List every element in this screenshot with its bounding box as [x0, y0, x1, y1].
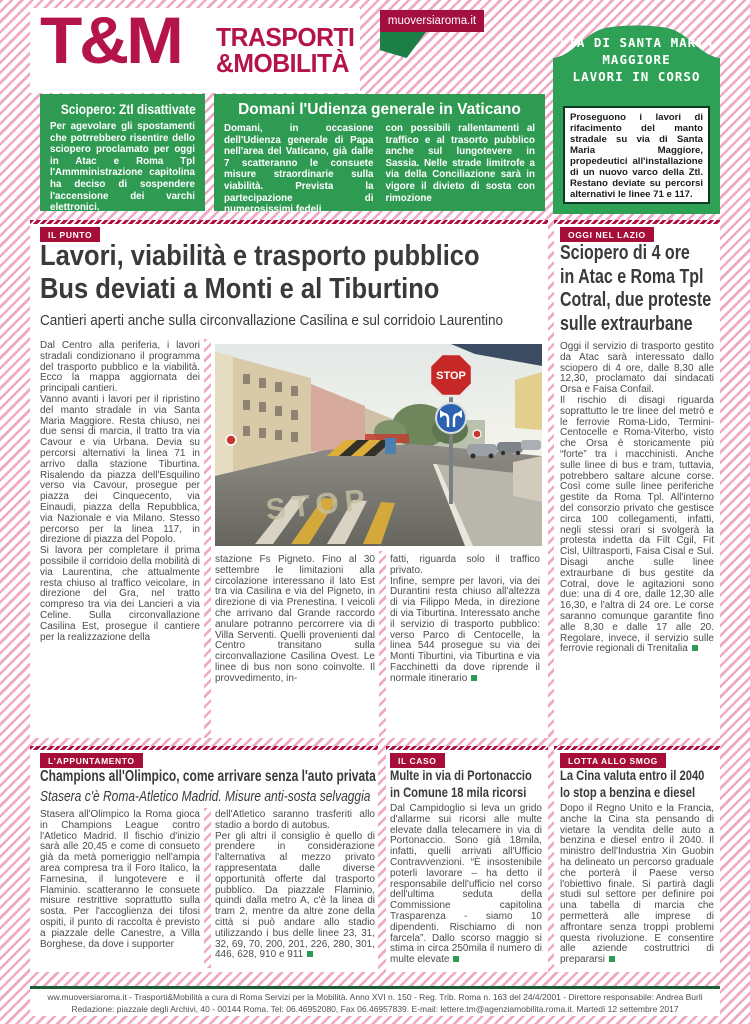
main-headline-line2: Bus deviati a Monti e al Tiburtino [40, 273, 440, 305]
section-label-appuntamento: L'APPUNTAMENTO [40, 753, 143, 768]
footer-line1: ww.muoversiaroma.it - Trasporti&Mobilità a cura di Roma Servizi per la Mobilità. Anno XVI n. 150 - Reg. Trib. Roma n. 163 del 24/4/2001 - Direttore responsabile: Andrea Burli [47, 992, 703, 1002]
lazio-headline-line1: Sciopero di 4 ore [560, 242, 690, 264]
footer-line2: Redazione: piazzale degli Archivi, 40 - 00144 Roma. Tel: 06.46952080, Fax 06.46957839. E-mail: lettere.tm@agenziamobilita.roma.it. Martedì 12 settembre 2017 [71, 1003, 679, 1014]
roadsign-title-line2: MAGGIORE [602, 52, 671, 67]
main-subhead: Cantieri aperti anche sulla circonvallazione Casilina e sul corridoio Laurentino [40, 312, 504, 329]
section-label-oggi-nel-lazio: OGGI NEL LAZIO [560, 227, 654, 242]
main-headline [40, 240, 540, 306]
no-entry-sign [473, 430, 481, 438]
paragraph: Il rischio di disagi riguarda soprattutto le tre linee del metrò e le ferrovie Roma-Lido, Termini-Centocelle e Roma-Viterbo, visto che Orsa è storicamente più “forte” tra i macchinisti. Anche sulle linee di bus e tram, tuttavia, potrebbero saltare alcune corse. Così come sulle linee periferiche gestite da Roma Tpl. All'interno del consorzio privato che gestisce circa 100 collegamenti, infatti, negli stessi orari si svolgerà la protesta indetta da Filt Cgil, Fit Cisl, Uiltrasporti, Faisa Cisal e Sul. Disagi anche sulle linee extraurbane di bus gestite da Cotral, dove le agitazioni sono due: una di 4 ore, dalle 12,30 alle 16,30, e l'altra di 24 ore. Le corse saranno comunque garantite fino alle 8,30 e dalle 17 alle 20. Regolare, invece, il servizio sulle ferrovie regionali di Trenitalia [560, 394, 714, 655]
brief-box-udienza [214, 94, 545, 216]
section-rule [30, 746, 378, 750]
paragraph: dell'Atletico saranno trasferiti allo stadio a bordo di autobus. [215, 809, 375, 831]
wordmark-line1: TRASPORTI [216, 22, 355, 52]
main-headline-line1: Lavori, viabilità e trasporto pubblico [40, 240, 480, 272]
section-rule [30, 220, 548, 224]
paragraph: Vanno avanti i lavori per il ripristino del manto stradale in via Santa Maria Maggiore. Resta chiuso, nei due sensi di marcia, il tratto tra via Cavour e via Urbana. Devia su percorsi alternativi la linea 71 in arrivo dalla stazione Tiburtina. Risalendo da piazza dell'Esquilino verso via Cavour, prosegue per piazza dei Cinquecento, via Einaudi, piazza della Repubblica, via Nazionale e via Milano. Stesso percorso per la linea 117, in direzione di piazza del Popolo. [40, 393, 200, 546]
brief2-title: Domani l'Udienza generale in Vaticano [238, 101, 521, 118]
paragraph: Dal Campidoglio si leva un grido d'allarme sui ricorsi alle multe elevate dalla telecamere in via di Portonaccio. Sono già 18mila, infatti, quelli arrivati all'Ufficio Contravvenzioni. “È insostenibile poterli lavorare – ha detto il responsabile dell'ufficio nel corso dell'ultima seduta della Commissione capitolina Trasparenza - siamo 10 dipendenti. Rischiamo di non farcela”. Dallo scorso maggio si stima in circa 250mila il numero di multe elevate [390, 803, 542, 966]
appuntamento-subhead: Stasera c'è Roma-Atletico Madrid. Misure anti-sosta selvaggia [40, 788, 371, 805]
street-photo [215, 344, 542, 546]
caso-headline [390, 767, 567, 800]
main-article [30, 220, 548, 738]
roadsign-body-text: Proseguono i lavori di rifacimento del manto stradale su via di Santa Maria Maggiore, propedeutici all'installazione di un nuovo varco della Ztl. Restano deviate su percorsi alternativi le linee 71 e 117. [570, 112, 703, 200]
appuntamento-column-2 [215, 810, 375, 961]
column-divider [379, 551, 386, 738]
section-label-il-caso: IL CASO [390, 753, 445, 768]
stop-sign-icon [430, 354, 472, 396]
caso-article-body [390, 804, 542, 966]
brief1-title: Sciopero: Ztl disattivate [60, 101, 196, 117]
brief2-col1: Domani, in occasione dell'Udienza generale di Papa nell'area del Vaticano, già dalle 7 scatteranno le consuete misure straordinarie sulla viabilità. Prevista la partecipazione di numerosissimi fedeli [224, 123, 374, 216]
building-yellow [515, 372, 542, 430]
paragraph: stazione Fs Pigneto. Fino al 30 settembre le limitazioni alla circolazione interessano il lato Est tra via Casilina e via del Pigneto, in direzione di via Prenestina. I veicoli che arrivano dal Grande raccordo anulare potranno percorrere via di Villa Serventi. Quelli provenienti dal Centro transitano sulla circonvallazione Casilina Ovest. Le linee di bus non sono coinvolte. Il provvedimento, in- [215, 554, 375, 684]
street-photo-illustration [215, 344, 542, 546]
section-rule [386, 746, 548, 750]
wordmark-line2: &MOBILITÀ [216, 48, 349, 78]
tm-logo: T&M [40, 3, 181, 77]
roadsign-title-line1: VIA DI SANTA MARIA [559, 35, 714, 50]
smog-headline [560, 767, 741, 800]
appuntamento-headline-text: Champions all'Olimpico, come arrivare senza l'auto privata [40, 768, 376, 785]
article-end-icon [609, 956, 615, 962]
brief-box-sciopero [40, 94, 205, 214]
lazio-article [554, 220, 720, 738]
section-rule [554, 746, 720, 750]
appuntamento-column-1 [40, 810, 200, 950]
paragraph: Si lavora per completare il prima possibile il corridoio della mobilità di via Laurentina, che attualmente resta chiuso al traffico veicolare, in direzione del Gra, nel tratto compreso tra via dei Lancieri a via Celine. Sulla circonvallazione Casilina Est, prosegue il cantiere per la realizzazione della [40, 545, 200, 643]
column-divider [204, 808, 211, 968]
main-article-column-1 [40, 341, 200, 643]
lazio-headline-line3: Cotral, due proteste [560, 289, 712, 311]
article-end-icon [453, 956, 459, 962]
lazio-headline [560, 242, 749, 336]
paragraph: Oggi il servizio di trasporto gestito da Atac sarà interessato dallo sciopero di 4 ore, dalle 8,30 alle 12,30, proclamato dai sindacati Orsa e Faisa Confail. [560, 341, 714, 396]
paragraph: fatti, riguarda solo il traffico privato. [390, 554, 540, 576]
footer [30, 986, 720, 1016]
stop-sign-text: STOP [436, 370, 466, 382]
paragraph: Infine, sempre per lavori, via dei Durantini resta chiuso all'altezza di via Filippo Meda, in direzione di via Tiburtina. Interessato anche il servizio di trasporto pubblico: verso Parco di Centocelle, la linea 544 prosegue su via dei Monti Tiburtini, via Tiburtina e via Facchinetti da dove riprende il normale itinerario [390, 575, 540, 684]
paragraph: Stasera all'Olimpico la Roma gioca in Champions League contro l'Atletico Madrid. Il fischio d'inizio sarà alle 20,45 e come di consueto già da metà pomeriggio nell'ampia area compresa tra il Foro Italico, la Farnesina, il lungotevere e il Flaminio. scatteranno le consuete misure restrittive soprattutto sulla sosta. Per l'accoglienza dei tifosi ospiti, il punto di raccolta è previsto a piazzale delle Canestre, a Villa Borghese, da dove i supporter [40, 809, 200, 950]
roadsign-title [553, 34, 720, 85]
ribbon-fold-decoration [380, 32, 426, 58]
masthead [30, 3, 360, 93]
site-url-link[interactable]: muoversiaroma.it [380, 10, 484, 32]
article-end-icon [307, 951, 313, 957]
main-article-column-2 [215, 555, 375, 685]
caso-headline-line2: in Comune 18 mila ricorsi [390, 783, 527, 800]
roadsign-body [563, 106, 710, 204]
no-entry-sign [226, 435, 236, 445]
lazio-headline-line2: in Atac e Roma Tpl [560, 265, 704, 288]
lazio-headline-line4: sulle extraurbane [560, 312, 693, 335]
road-marking-stop: STOP [264, 483, 373, 527]
smog-headline-line1: La Cina valuta entro il 2040 [560, 767, 705, 783]
caso-article [386, 746, 548, 972]
masthead-wordmark [216, 24, 354, 76]
smog-headline-line2: lo stop a benzina e diesel [560, 783, 696, 800]
smog-article-body [560, 804, 714, 966]
lazio-article-body [560, 342, 714, 655]
column-divider [204, 339, 211, 738]
caso-headline-line1: Multe in via di Portonaccio [390, 767, 532, 783]
section-rule [554, 220, 720, 224]
main-article-column-3 [390, 555, 540, 685]
building-left-face [215, 352, 233, 476]
brief1-body: Per agevolare gli spostamenti che potrrebbero risentire dello sciopero proclamato per oggi in Atac e Roma Tpl l'Ammministrazione capitolina ha deciso di sospendere l'accensione dei varchi elettronici. [50, 121, 195, 214]
article-end-icon [471, 675, 477, 681]
smog-article [554, 746, 720, 972]
roadsign-title-line3: LAVORI IN CORSO [572, 69, 701, 84]
paragraph: Dopo il Regno Unito e la Francia, anche la Cina sta pensando di vietare la vendita delle auto a benzina e diesel entro il 2040. Il ministro dell'Industria Xin Guobin ha delineato un percorso graduale che porterà il Paese verso l'obiettivo finale. Si partirà dagli studi sul settore per definire poi una tabella di marcia che permetterà alle imprese di affrontare senza troppi problemi questa rivoluzione. E consentire alle aziende costruttrici di prepararsi [560, 803, 714, 966]
stone-wall [513, 456, 542, 502]
paragraph: Dal Centro alla periferia, i lavori stradali condizionano il programma del trasporto pubblico e la viabilità. Ecco la mappa aggiornata dei principali cantieri. [40, 340, 200, 395]
roadworks-sign [553, 14, 720, 214]
turn-directions-sign-icon [436, 403, 466, 433]
section-label-lotta-allo-smog: LOTTA ALLO SMOG [560, 753, 666, 768]
paragraph: Per gli altri il consiglio è quello di prendere in considerazione l'alternativa al mezzo privato rappresentata dalle diverse opportunità offerte dal trasporto pubblico. Da piazzale Flaminio, quindi dalla metro A, c'è la linea di tram 2, mentre da altre zone della città si può andare allo stadio utilizzando i bus delle linee 23, 31, 32, 69, 70, 200, 201, 226, 280, 301, 446, 628, 910 e 911 [215, 830, 375, 961]
brief2-col2: con possibili rallentamenti al traffico e al trasorto pubblico anche sul lungotevere in Sassia. Nelle strade limitrofe a via della Conciliazione sarà in vigore il divieto di sosta con rimozione [385, 123, 535, 204]
article-end-icon [692, 645, 698, 651]
section-label-il-punto: IL PUNTO [40, 227, 100, 242]
